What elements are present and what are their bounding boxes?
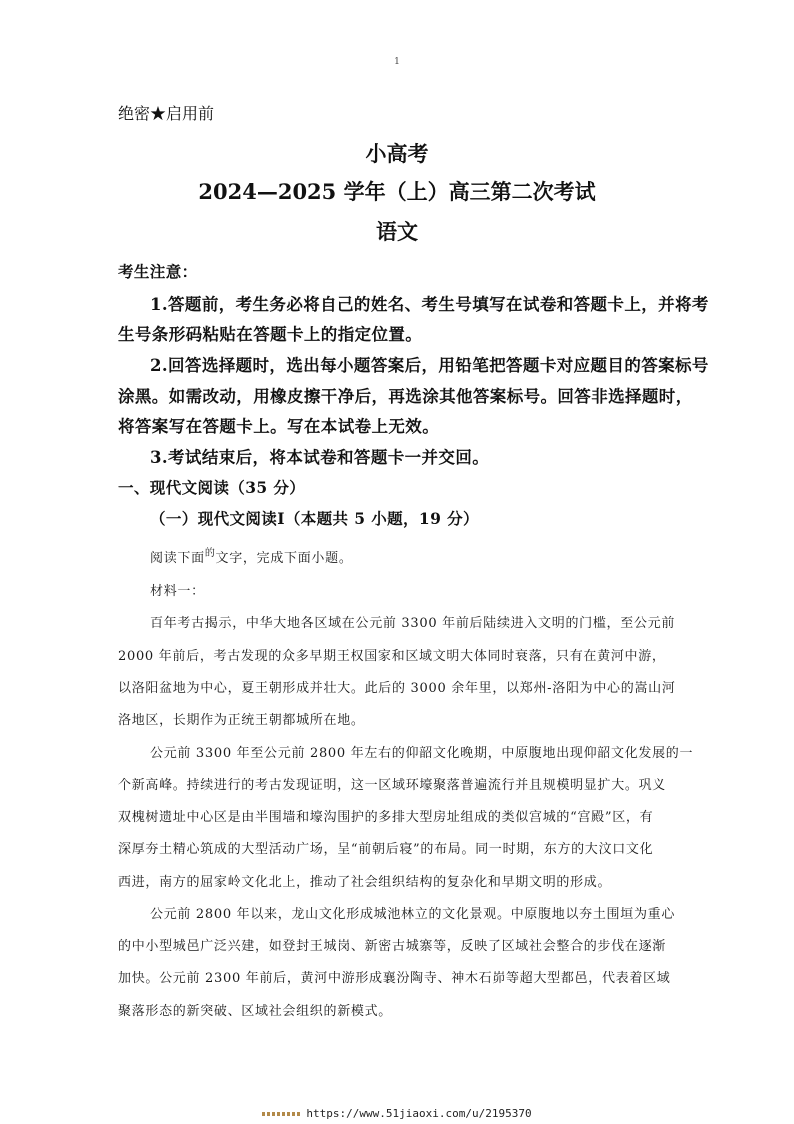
page-number: 1	[394, 57, 400, 67]
paragraph-line: 公元前 2800 年以来，龙山文化形成城池林立的文化景观。中原腹地以夯土围垣为重心	[150, 907, 676, 922]
notice-heading: 考生注意：	[118, 262, 198, 281]
subsection-heading: （一）现代文阅读Ⅰ（本题共 5 小题，19 分）	[150, 509, 479, 528]
notice-item2-line2: 涂黑。如需改动，用橡皮擦干净后，再选涂其他答案标号。回答非选择题时，	[118, 387, 693, 406]
paragraph-line: 以洛阳盆地为中心，夏王朝形成并壮大。此后的 3000 余年里，以郑州-洛阳为中心的嵩山河	[118, 681, 676, 696]
section-heading: 一、现代文阅读（35 分）	[118, 478, 306, 497]
notice-item1-line2: 生号条形码粘贴在答题卡上的指定位置。	[118, 325, 423, 344]
notice-item2-line3: 将答案写在答题卡上。写在本试卷上无效。	[118, 417, 440, 436]
paragraph-line: 个新高峰。持续进行的考古发现证明，这一区域环壕聚落普遍流行并且规模明显扩大。巩义	[118, 778, 667, 793]
notice-item2-line1: 2.回答选择题时，选出每小题答案后，用铅笔把答题卡对应题目的答案标号	[150, 356, 709, 375]
paragraph-line: 深厚夯土精心筑成的大型活动广场，呈“前朝后寝”的布局。同一时期，东方的大汶口文化	[118, 842, 654, 857]
paragraph-line: 西进，南方的屈家岭文化北上，推动了社会组织结构的复杂化和早期文明的形成。	[118, 875, 612, 890]
exam-title-line1: 小高考	[365, 141, 429, 166]
subject-title: 语文	[376, 219, 418, 244]
confidential-label: 绝密★启用前	[118, 104, 215, 123]
paragraph-line: 聚落形态的新突破、区域社会组织的新模式。	[118, 1004, 393, 1019]
paragraph-line: 加快。公元前 2300 年前后，黄河中游形成襄汾陶寺、神木石峁等超大型都邑，代表着区域	[118, 971, 671, 986]
footer	[0, 1107, 794, 1120]
paragraph-line: 百年考古揭示，中华大地各区域在公元前 3300 年前后陆续进入文明的门槛，至公元前	[150, 616, 676, 631]
exam-title-line2: 2024—2025 学年（上）高三第二次考试	[198, 179, 596, 204]
paragraph-line: 双槐树遗址中心区是由半围墙和壕沟围护的多排大型房址组成的类似宫城的“宫殿”区，有	[118, 810, 654, 825]
instruction-part-a: 阅读下面	[150, 551, 205, 566]
paragraph-line: 洛地区，长期作为正统王朝都城所在地。	[118, 713, 365, 728]
footer-logo-mark	[262, 1112, 300, 1116]
paragraph-line: 公元前 3300 年至公元前 2800 年左右的仰韶文化晚期，中原腹地出现仰韶文化发展的一	[150, 746, 694, 761]
reading-instruction	[150, 547, 353, 566]
material-label: 材料一：	[150, 584, 205, 599]
paragraph-line: 2000 年前后，考古发现的众多早期王权国家和区域文明大体同时衰落，只有在黄河中游，	[118, 649, 666, 664]
paragraph-line: 的中小型城邑广泛兴建，如登封王城岗、新密古城寨等，反映了区域社会整合的步伐在逐渐	[118, 939, 667, 954]
notice-item1-line1: 1.答题前，考生务必将自己的姓名、考生号填写在试卷和答题卡上，并将考	[150, 295, 709, 314]
instruction-superscript: 的	[204, 548, 216, 559]
notice-item3: 3.考试结束后，将本试卷和答题卡一并交回。	[150, 448, 490, 467]
instruction-part-b: 文字，完成下面小题。	[215, 551, 353, 566]
footer-url-link[interactable]: https://www.51jiaoxi.com/u/2195370	[306, 1107, 532, 1120]
